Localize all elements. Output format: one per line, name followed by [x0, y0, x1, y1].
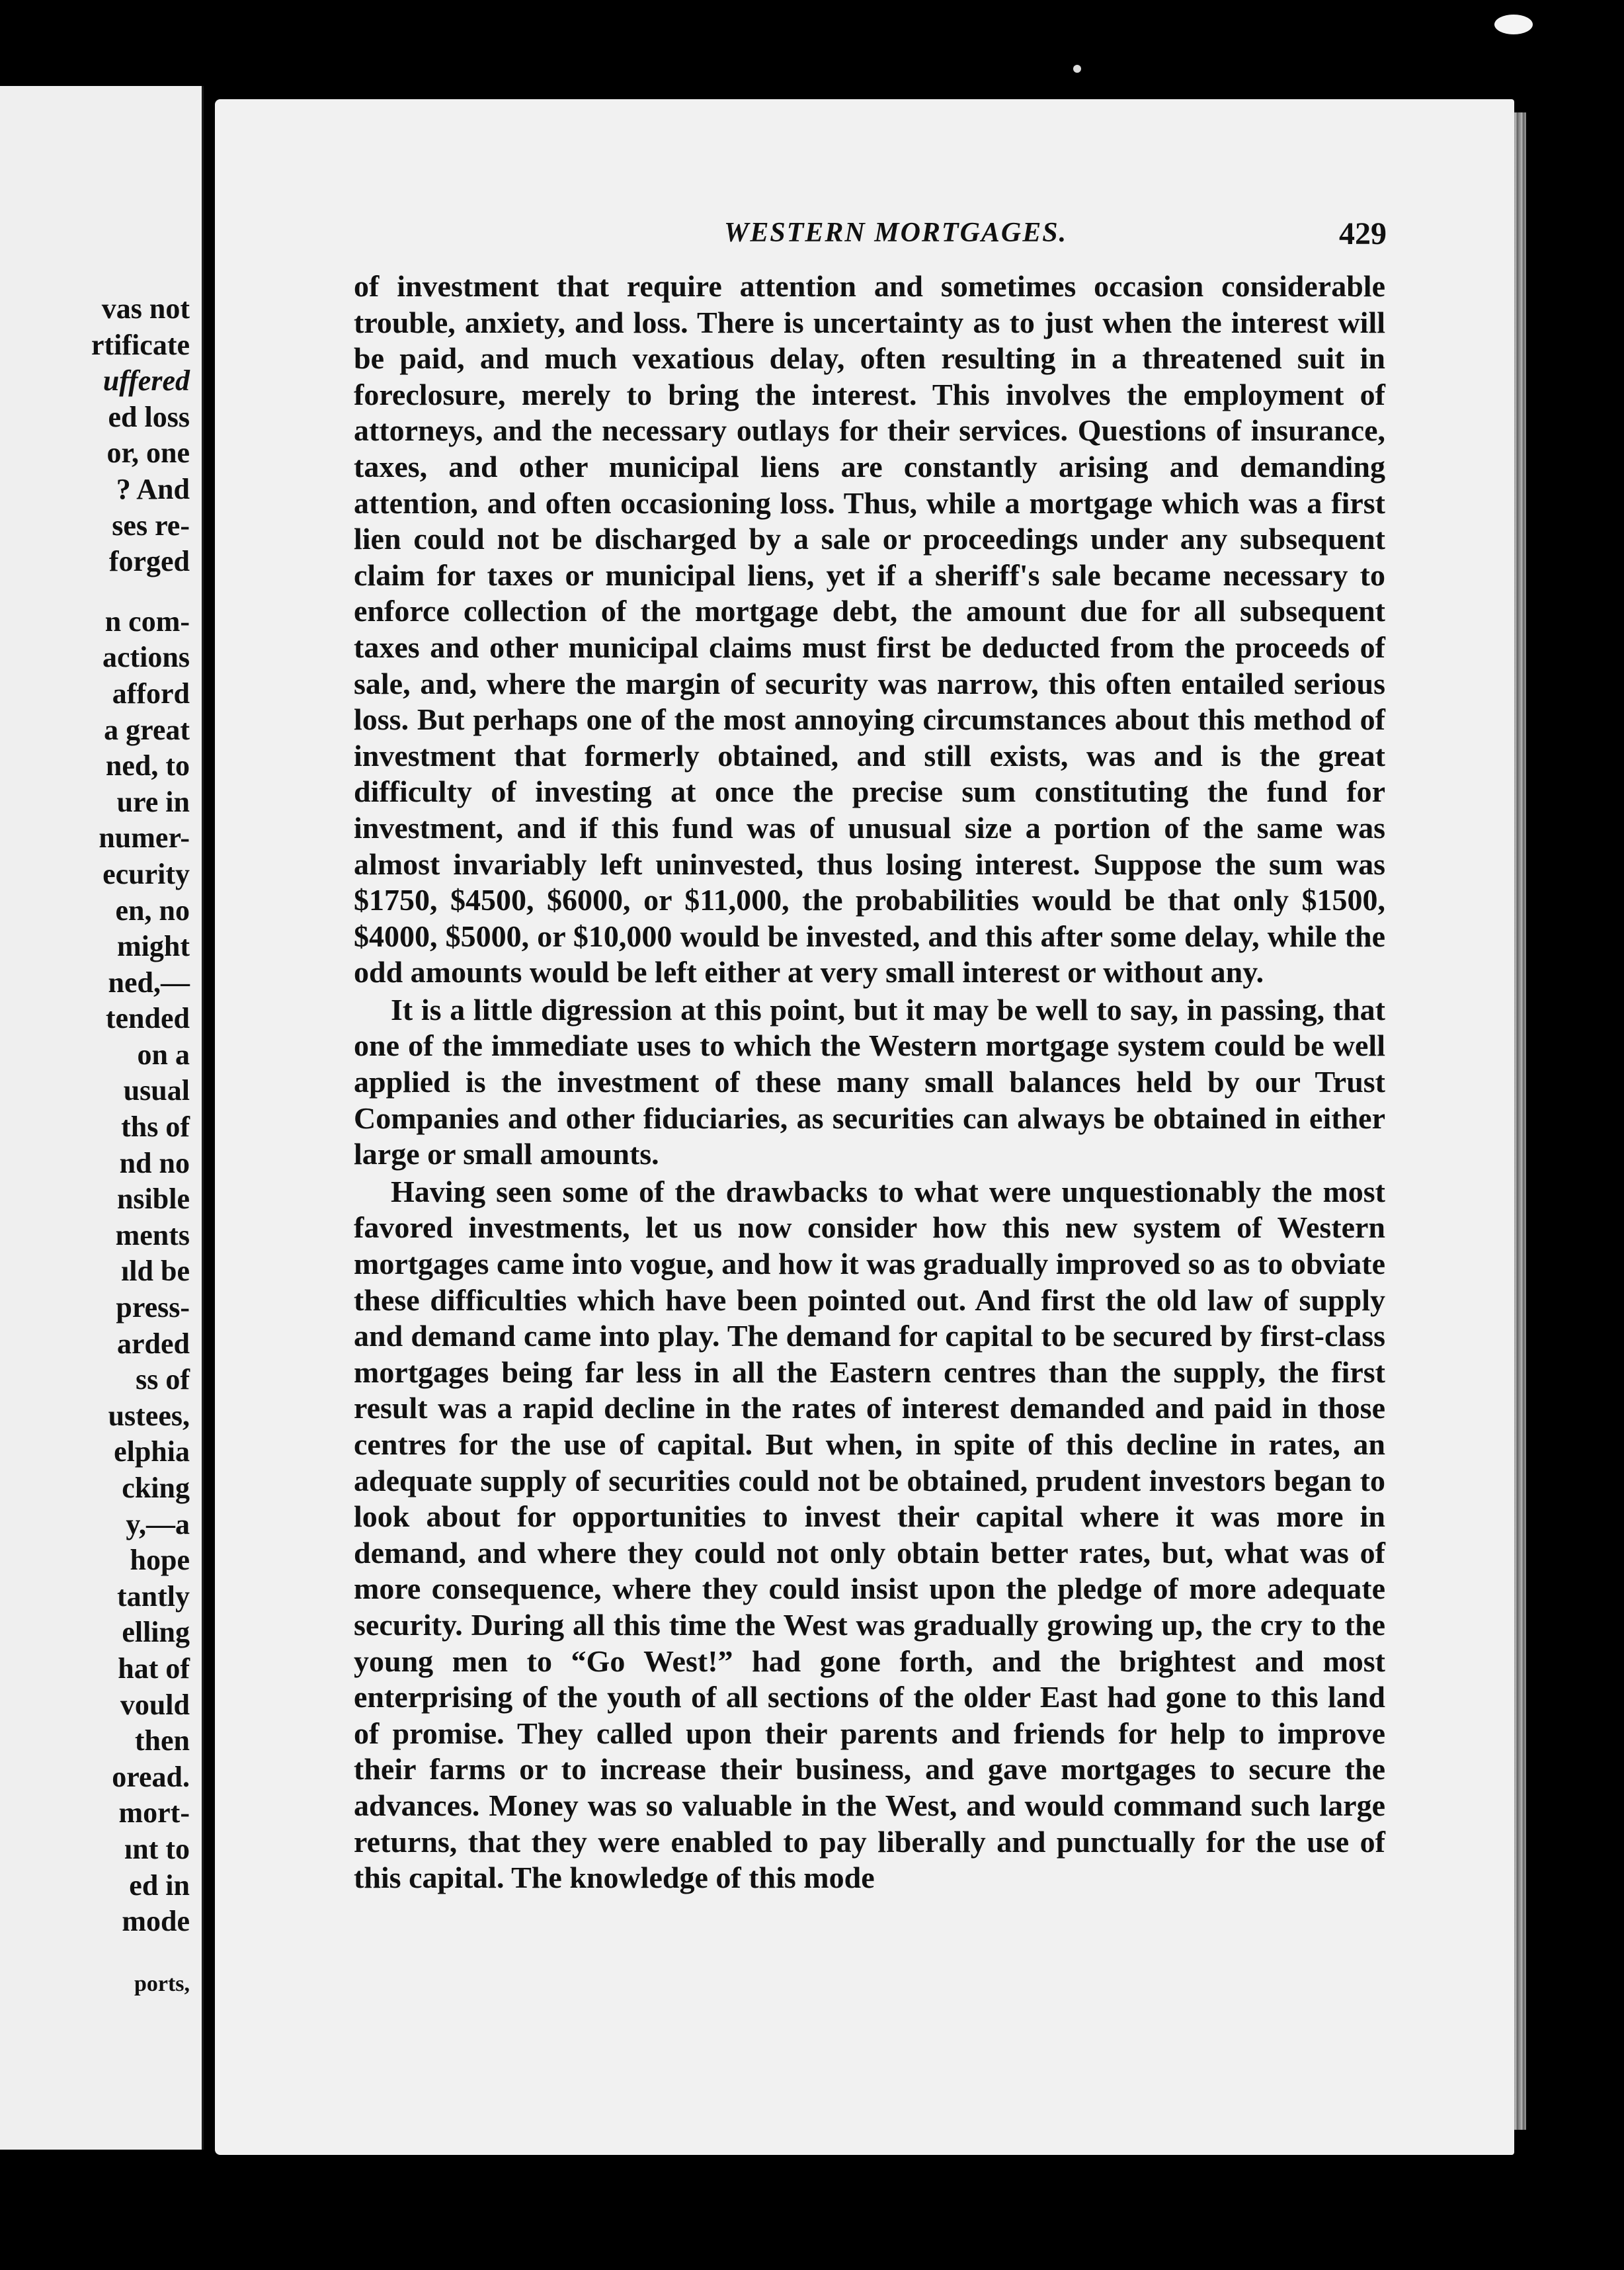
left-page-line: ure in: [116, 785, 190, 818]
left-page-line: ecurity: [102, 857, 190, 890]
left-page-line: nsible: [116, 1183, 190, 1216]
left-page-line: ? And: [116, 472, 190, 505]
left-page-line: on a: [137, 1038, 190, 1071]
paragraph: It is a little digression at this point, but it may be well to say, in passing, that one of the immediate uses to which the Western mortgage system could be well applied is the investment of these many small balances held by our Trust Companies and other fiduciaries, as securities can always be obtained in either large or small amounts.: [354, 992, 1385, 1171]
dust-speck: [1494, 15, 1533, 34]
left-page-line: press-: [116, 1291, 190, 1324]
running-head: WESTERN MORTGAGES.: [724, 218, 1068, 248]
left-page-line: a great: [104, 713, 190, 746]
left-page-line: elling: [122, 1616, 190, 1649]
left-page-line: ınt to: [124, 1832, 190, 1865]
left-page-line: n com-: [104, 605, 190, 638]
left-page-line: arded: [117, 1327, 190, 1360]
left-page-line: tantly: [117, 1579, 190, 1613]
left-page-line: ss of: [136, 1363, 190, 1396]
left-page-line: ments: [115, 1218, 190, 1251]
left-facing-page: [0, 86, 204, 2150]
left-page-line: actions: [102, 641, 190, 674]
paragraph: Having seen some of the drawbacks to what were unquestionably the most favored investments, let us now consider how this new system of Western mortgages came into vogue, and how it was gradually improved so as to obviate these difficulties which have been pointed out. And first the old law of supply and demand came into play. The demand for capital to be secured by first-class mortgages being far less in all the Eastern centres than the supply, the first result was a rapid decline in the rates of interest demanded and paid in those centres for the use of capital. But when, in spite of this decline in rates, an adequate supply of securities could not be obtained, prudent investors began to look about for opportunities to invest their capital where it was more in demand, and where they could not only obtain better rates, but, what was of more consequence, where they could insist upon the pledge of more adequate security. During all this time the West was gradually growing up, the cry to the young men to “Go West!” had gone forth, and the brightest and most enterprising of the youth of all sections of the older East had gone to this land of promise. They called upon their parents and friends for help to improve their farms or to increase their business, and gave mortgages to secure the advances. Money was so valuable in the West, and would command such large returns, that they were enabled to pay liberally and punctually for the use of this capital. The knowledge of this mode: [354, 1174, 1385, 1895]
left-page-line: usual: [123, 1074, 190, 1107]
left-page-line: rtificate: [91, 328, 190, 361]
left-page-line: cking: [122, 1472, 190, 1504]
left-page-line: might: [117, 930, 190, 963]
page-number: 429: [1339, 216, 1387, 251]
left-page-line: ıld be: [121, 1255, 190, 1288]
left-page-line: or, one: [106, 437, 190, 470]
left-page-text: [91, 291, 190, 2002]
left-page-line: ths of: [121, 1111, 190, 1144]
left-page-line: ustees,: [108, 1399, 190, 1432]
body-text: [354, 269, 1385, 1896]
left-page-line: nd no: [119, 1146, 190, 1179]
right-page: [215, 99, 1514, 2155]
left-page-line: then: [134, 1724, 190, 1757]
left-page-line: uffered: [102, 364, 190, 398]
left-page-line: hat of: [118, 1652, 190, 1685]
left-page-line: vas not: [101, 292, 190, 325]
left-page-line: ports,: [134, 1971, 190, 1996]
left-page-line: elphia: [114, 1435, 190, 1468]
left-page-line: y,—a: [126, 1507, 190, 1540]
left-page-line: ned, to: [105, 749, 190, 782]
left-page-line: ned,—: [108, 966, 190, 999]
left-page-line: en, no: [115, 894, 190, 927]
left-page-line: ed loss: [108, 400, 190, 433]
left-page-line: mort-: [118, 1796, 190, 1829]
left-page-line: mode: [122, 1905, 190, 1938]
left-page-line: hope: [130, 1544, 190, 1577]
left-page-line: afford: [112, 677, 190, 710]
dust-speck: [1073, 65, 1081, 73]
left-page-line: ed in: [129, 1869, 190, 1902]
left-page-line: ses re-: [112, 509, 190, 542]
left-page-line: oread.: [112, 1760, 190, 1793]
left-page-line: forged: [108, 545, 190, 578]
left-page-line: tended: [105, 1002, 190, 1035]
paragraph: of investment that require attention and sometimes occasion considerable trouble, anxiety, and loss. There is uncertainty as to just when the interest will be paid, and much vexatious delay, often resulting in a threatened suit in foreclosure, merely to bring the interest. This involves the employment of attorneys, and the necessary outlays for their services. Questions of insurance, taxes, and other municipal liens are constantly arising and demanding attention, and often occasioning loss. Thus, while a mortgage which was a first lien could not be discharged by a sale or proceedings under any subsequent claim for taxes or municipal liens, yet if a sheriff's sale became necessary to enforce collection of the mortgage debt, the amount due for all subsequent taxes and other municipal claims must first be deducted from the proceeds of sale, and, where the margin of security was narrow, this often entailed serious loss. But perhaps one of the most annoying circumstances about this method of investment that formerly obtained, and still exists, was and is the great difficulty of investing at once the precise sum constituting the fund for investment, and if this fund was of unusual size a portion of the same was almost invariably left uninvested, thus losing interest. Suppose the sum was $1750, $4500, $6000, or $11,000, the probabilities would be that only $1500, $4000, $5000, or $10,000 would be invested, and this after some delay, while the odd amounts would be left either at very small interest or without any.: [354, 269, 1385, 989]
left-page-line: vould: [120, 1688, 190, 1721]
left-page-line: numer-: [99, 821, 190, 855]
